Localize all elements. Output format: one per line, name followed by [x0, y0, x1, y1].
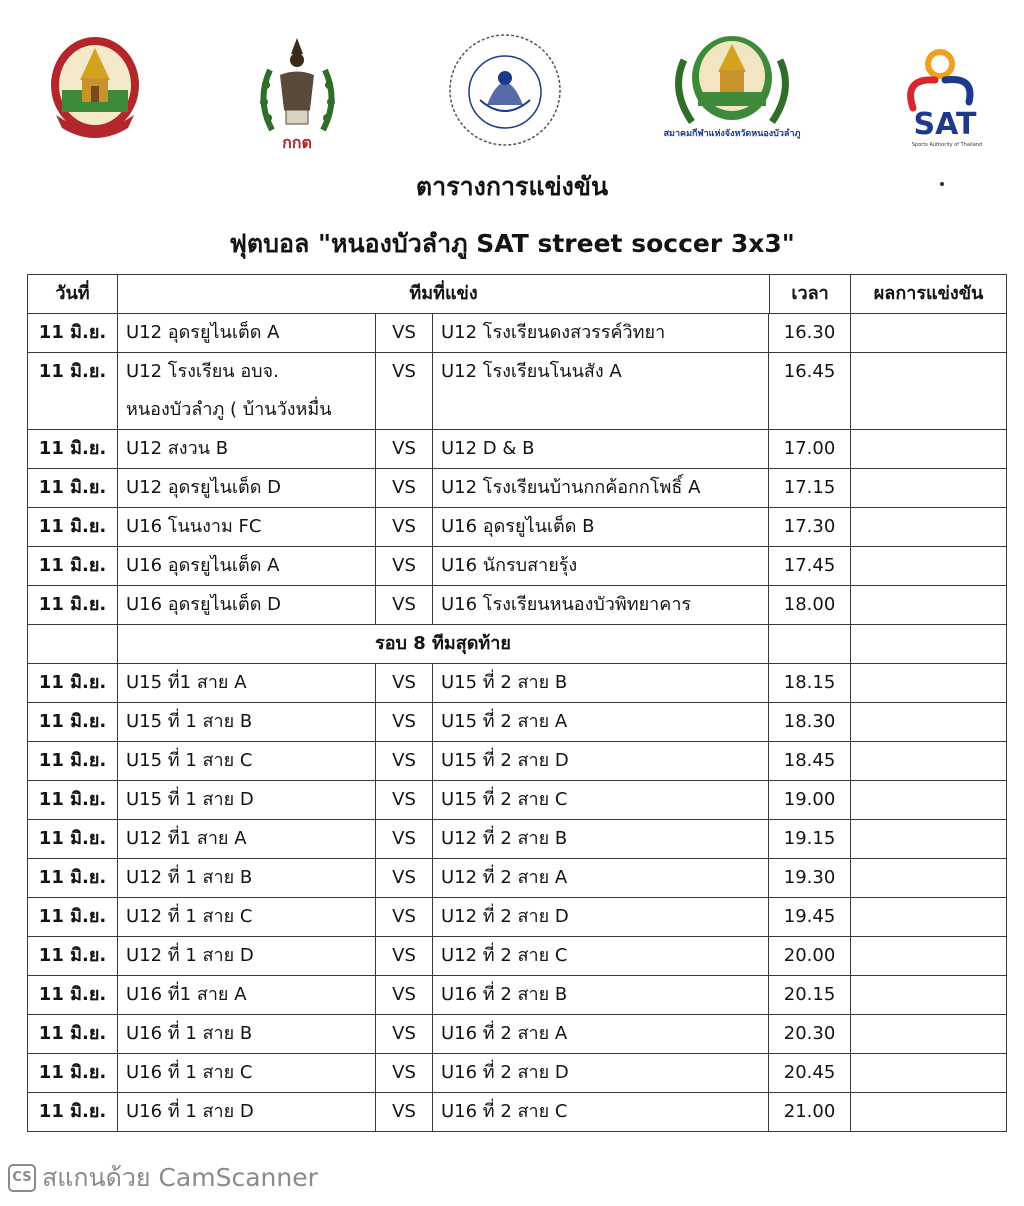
header-time: เวลา: [791, 283, 829, 304]
match-result: [851, 1093, 1007, 1132]
header-teams-time-wrap: [118, 275, 851, 314]
table-row: [28, 1093, 1007, 1132]
match-date: 11 มิ.ย.: [28, 508, 118, 547]
match-result: [851, 1054, 1007, 1093]
sat-logo-subtext: Sports Authority of Thailand: [911, 142, 983, 148]
vs-label: VS: [376, 314, 433, 353]
match-time: 17.15: [769, 469, 851, 508]
table-row: [28, 976, 1007, 1015]
sat-logo: [895, 30, 995, 150]
page-subtitle: ฟุตบอล "หนองบัวลำภู SAT street soccer 3x3": [229, 229, 795, 258]
logo-row: [0, 30, 1024, 160]
away-team: U15 ที่ 2 สาย D: [433, 742, 769, 781]
header-teams: ทีมที่แข่ง: [118, 275, 770, 313]
match-time: 20.30: [769, 1015, 851, 1054]
match-result: [851, 703, 1007, 742]
page-title: ตารางการแข่งขัน: [415, 172, 609, 201]
away-team: U16 ที่ 2 สาย A: [433, 1015, 769, 1054]
match-date: 11 มิ.ย.: [28, 586, 118, 625]
sports-association-logo: [662, 30, 802, 145]
match-result: [851, 781, 1007, 820]
municipal-emblem-logo: [445, 30, 565, 150]
home-team: U16 อุดรยูไนเต็ด A: [118, 547, 376, 586]
home-team: U16 ที่ 1 สาย B: [118, 1015, 376, 1054]
header-result: ผลการแข่งขัน: [851, 275, 1007, 314]
vs-label: VS: [376, 937, 433, 976]
table-row: [28, 586, 1007, 625]
away-team: U16 ที่ 2 สาย B: [433, 976, 769, 1015]
table-row: [28, 781, 1007, 820]
match-date: 11 มิ.ย.: [28, 742, 118, 781]
camscanner-text: สแกนด้วย CamScanner: [42, 1163, 318, 1192]
match-result: [851, 859, 1007, 898]
match-time: 19.30: [769, 859, 851, 898]
table-header-row: [28, 275, 1007, 314]
vs-label: VS: [376, 547, 433, 586]
match-time: 18.30: [769, 703, 851, 742]
match-date: 11 มิ.ย.: [28, 547, 118, 586]
match-result: [851, 314, 1007, 353]
match-date: 11 มิ.ย.: [28, 353, 118, 430]
away-team: U16 อุดรยูไนเต็ด B: [433, 508, 769, 547]
table-row: [28, 1054, 1007, 1093]
match-time: 18.15: [769, 664, 851, 703]
vs-label: VS: [376, 508, 433, 547]
match-time: 17.00: [769, 430, 851, 469]
vs-label: VS: [376, 820, 433, 859]
home-team: U15 ที่1 สาย A: [118, 664, 376, 703]
home-team: U15 ที่ 1 สาย C: [118, 742, 376, 781]
schedule-group-1: [28, 314, 1007, 625]
match-time: 19.15: [769, 820, 851, 859]
match-date: 11 มิ.ย.: [28, 664, 118, 703]
match-result: [851, 547, 1007, 586]
match-time: 17.45: [769, 547, 851, 586]
away-team: U15 ที่ 2 สาย C: [433, 781, 769, 820]
home-team: U12 ที่ 1 สาย D: [118, 937, 376, 976]
away-team: U12 ที่ 2 สาย C: [433, 937, 769, 976]
match-time: 20.15: [769, 976, 851, 1015]
away-team: U12 โรงเรียนบ้านกกค้อกกโพธิ์ A: [433, 469, 769, 508]
match-result: [851, 664, 1007, 703]
away-team: U16 โรงเรียนหนองบัวพิทยาคาร: [433, 586, 769, 625]
table-row: [28, 430, 1007, 469]
away-team: U12 ที่ 2 สาย B: [433, 820, 769, 859]
match-result: [851, 586, 1007, 625]
stage-label: รอบ 8 ทีมสุดท้าย: [118, 625, 769, 664]
match-date: 11 มิ.ย.: [28, 314, 118, 353]
table-row: [28, 469, 1007, 508]
vs-label: VS: [376, 703, 433, 742]
home-team: U16 ที่ 1 สาย D: [118, 1093, 376, 1132]
stage-result-cell: [851, 625, 1007, 664]
home-team: U15 ที่ 1 สาย D: [118, 781, 376, 820]
match-time: 17.30: [769, 508, 851, 547]
match-result: [851, 353, 1007, 430]
home-team: U12 สงวน B: [118, 430, 376, 469]
match-result: [851, 1015, 1007, 1054]
home-team: [118, 353, 376, 430]
match-date: 11 มิ.ย.: [28, 430, 118, 469]
match-result: [851, 898, 1007, 937]
match-time: 19.45: [769, 898, 851, 937]
away-team: U15 ที่ 2 สาย B: [433, 664, 769, 703]
match-result: [851, 976, 1007, 1015]
match-time: 18.45: [769, 742, 851, 781]
match-time: 16.30: [769, 314, 851, 353]
table-row: [28, 898, 1007, 937]
election-commission-logo-text: กกต: [282, 133, 312, 152]
vs-label: VS: [376, 781, 433, 820]
camscanner-watermark: [8, 1160, 318, 1196]
election-commission-logo: [250, 30, 345, 155]
home-team: U12 อุดรยูไนเต็ด A: [118, 314, 376, 353]
away-team: U12 D & B: [433, 430, 769, 469]
match-date: 11 มิ.ย.: [28, 703, 118, 742]
table-row: [28, 314, 1007, 353]
home-team: U12 อุดรยูไนเต็ด D: [118, 469, 376, 508]
match-result: [851, 430, 1007, 469]
table-row: [28, 353, 1007, 430]
match-date: 11 มิ.ย.: [28, 781, 118, 820]
match-time: 16.45: [769, 353, 851, 430]
camscanner-icon: CS: [8, 1164, 36, 1192]
table-row: [28, 664, 1007, 703]
away-team: U16 นักรบสายรุ้ง: [433, 547, 769, 586]
table-row: [28, 937, 1007, 976]
home-team: U16 ที่ 1 สาย C: [118, 1054, 376, 1093]
away-team: U16 ที่ 2 สาย D: [433, 1054, 769, 1093]
home-team-line-2: หนองบัวลำภู ( บ้านวังหมื่น: [126, 399, 332, 420]
vs-label: VS: [376, 586, 433, 625]
vs-label: VS: [376, 353, 433, 430]
match-date: 11 มิ.ย.: [28, 859, 118, 898]
match-date: 11 มิ.ย.: [28, 976, 118, 1015]
away-team: U16 ที่ 2 สาย C: [433, 1093, 769, 1132]
vs-label: VS: [376, 742, 433, 781]
match-time: 19.00: [769, 781, 851, 820]
schedule-table: [27, 274, 1007, 1132]
home-team: U12 ที่ 1 สาย B: [118, 859, 376, 898]
table-row: [28, 547, 1007, 586]
match-time: 20.00: [769, 937, 851, 976]
stage-section: [28, 625, 1007, 664]
away-team: U12 โรงเรียนดงสวรรค์วิทยา: [433, 314, 769, 353]
table-row: [28, 820, 1007, 859]
vs-label: VS: [376, 430, 433, 469]
match-result: [851, 742, 1007, 781]
table-row: [28, 1015, 1007, 1054]
match-date: 11 มิ.ย.: [28, 937, 118, 976]
home-team: U16 โนนงาม FC: [118, 508, 376, 547]
vs-label: VS: [376, 1054, 433, 1093]
home-team-line-1: U12 โรงเรียน อบจ.: [126, 361, 279, 382]
vs-label: VS: [376, 898, 433, 937]
match-time: 20.45: [769, 1054, 851, 1093]
schedule-group-2: [28, 664, 1007, 1132]
table-row: [28, 859, 1007, 898]
stage-time-cell: [769, 625, 851, 664]
vs-label: VS: [376, 1093, 433, 1132]
vs-label: VS: [376, 976, 433, 1015]
sports-association-logo-text: สมาคมกีฬาแห่งจังหวัดหนองบัวลำภู: [663, 129, 801, 139]
match-time: 18.00: [769, 586, 851, 625]
sat-logo-text: SAT: [913, 107, 977, 142]
home-team: U12 ที่ 1 สาย C: [118, 898, 376, 937]
match-date: 11 มิ.ย.: [28, 1054, 118, 1093]
provincial-seal-logo: [48, 30, 143, 140]
away-team: U12 ที่ 2 สาย A: [433, 859, 769, 898]
match-result: [851, 820, 1007, 859]
vs-label: VS: [376, 859, 433, 898]
header-date: วันที่: [28, 275, 118, 314]
table-row: [28, 508, 1007, 547]
vs-label: VS: [376, 664, 433, 703]
match-result: [851, 937, 1007, 976]
match-result: [851, 508, 1007, 547]
match-date: 11 มิ.ย.: [28, 1093, 118, 1132]
home-team: U16 ที่1 สาย A: [118, 976, 376, 1015]
away-team: U12 ที่ 2 สาย D: [433, 898, 769, 937]
home-team: U12 ที่1 สาย A: [118, 820, 376, 859]
table-row: [28, 703, 1007, 742]
match-date: 11 มิ.ย.: [28, 469, 118, 508]
match-date: 11 มิ.ย.: [28, 820, 118, 859]
stage-date-cell: [28, 625, 118, 664]
match-date: 11 มิ.ย.: [28, 1015, 118, 1054]
match-result: [851, 469, 1007, 508]
home-team: U15 ที่ 1 สาย B: [118, 703, 376, 742]
table-row: [28, 742, 1007, 781]
home-team: U16 อุดรยูไนเต็ด D: [118, 586, 376, 625]
away-team: U15 ที่ 2 สาย A: [433, 703, 769, 742]
match-date: 11 มิ.ย.: [28, 898, 118, 937]
vs-label: VS: [376, 1015, 433, 1054]
stage-row: [28, 625, 1007, 664]
vs-label: VS: [376, 469, 433, 508]
match-time: 21.00: [769, 1093, 851, 1132]
away-team: U12 โรงเรียนโนนสัง A: [433, 353, 769, 430]
